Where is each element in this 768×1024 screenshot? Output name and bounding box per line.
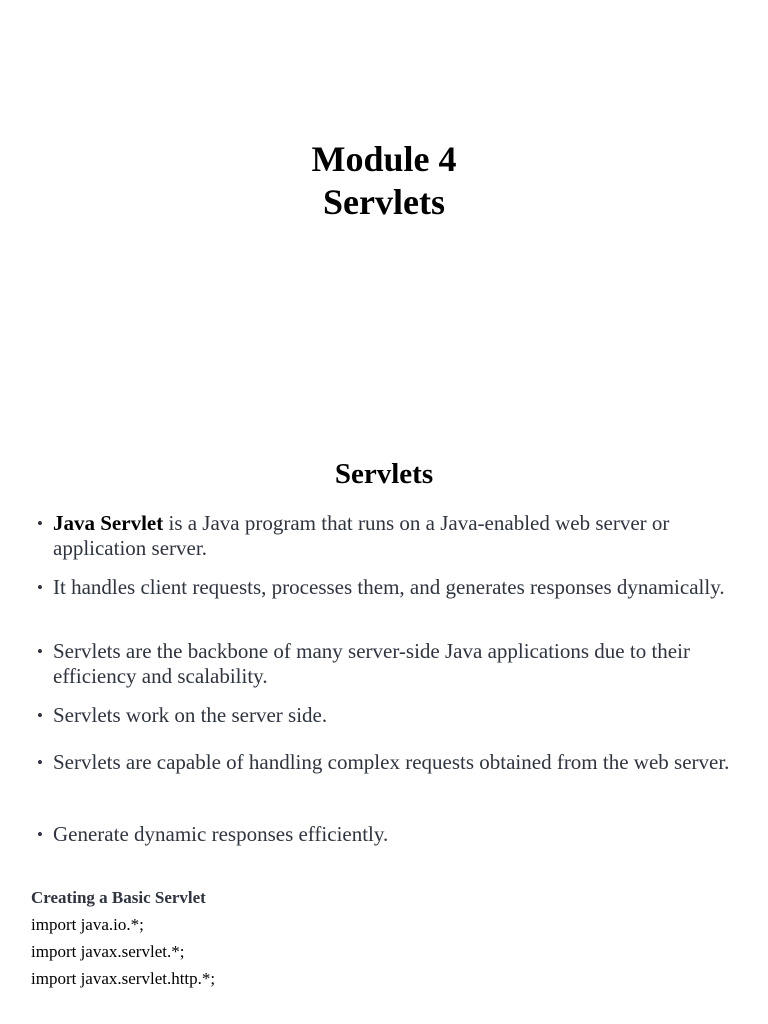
bullet-text: is a Java program that runs on a Java-enabled web server or application server. [53, 511, 670, 560]
bullet-text: Generate dynamic responses efficiently. [53, 822, 389, 846]
module-title [0, 138, 768, 224]
bullet-text: Servlets work on the server side. [53, 703, 328, 727]
bullet-text: Servlets are capable of handling complex requests obtained from the web server. [53, 750, 730, 774]
code-line: import java.io.*; [31, 915, 144, 934]
module-topic: Servlets [323, 182, 445, 222]
bullet-text: Servlets are the backbone of many server-side Java applications due to their efficiency and scalability. [53, 639, 690, 688]
bullet-item [33, 703, 733, 750]
section-heading: Servlets [334, 458, 434, 490]
code-section [31, 884, 215, 992]
bullet-item [33, 575, 733, 639]
bullet-list [33, 511, 733, 847]
bullet-icon: • [37, 514, 43, 533]
bullet-item [33, 822, 733, 847]
bullet-icon: • [37, 825, 43, 844]
bullet-item [33, 639, 733, 703]
bullet-icon: • [37, 706, 43, 725]
bullet-text: It handles client requests, processes them, and generates responses dynamically. [53, 575, 725, 599]
code-line: import javax.servlet.http.*; [31, 969, 216, 988]
bullet-icon: • [37, 642, 43, 661]
code-heading: Creating a Basic Servlet [31, 888, 206, 907]
bullet-item [33, 750, 733, 822]
code-line: import javax.servlet.*; [31, 942, 185, 961]
module-number: Module 4 [311, 139, 457, 179]
bullet-bold-term: Java Servlet [53, 511, 164, 535]
bullet-icon: • [37, 753, 43, 772]
bullet-item [33, 511, 733, 575]
bullet-icon: • [37, 578, 43, 597]
